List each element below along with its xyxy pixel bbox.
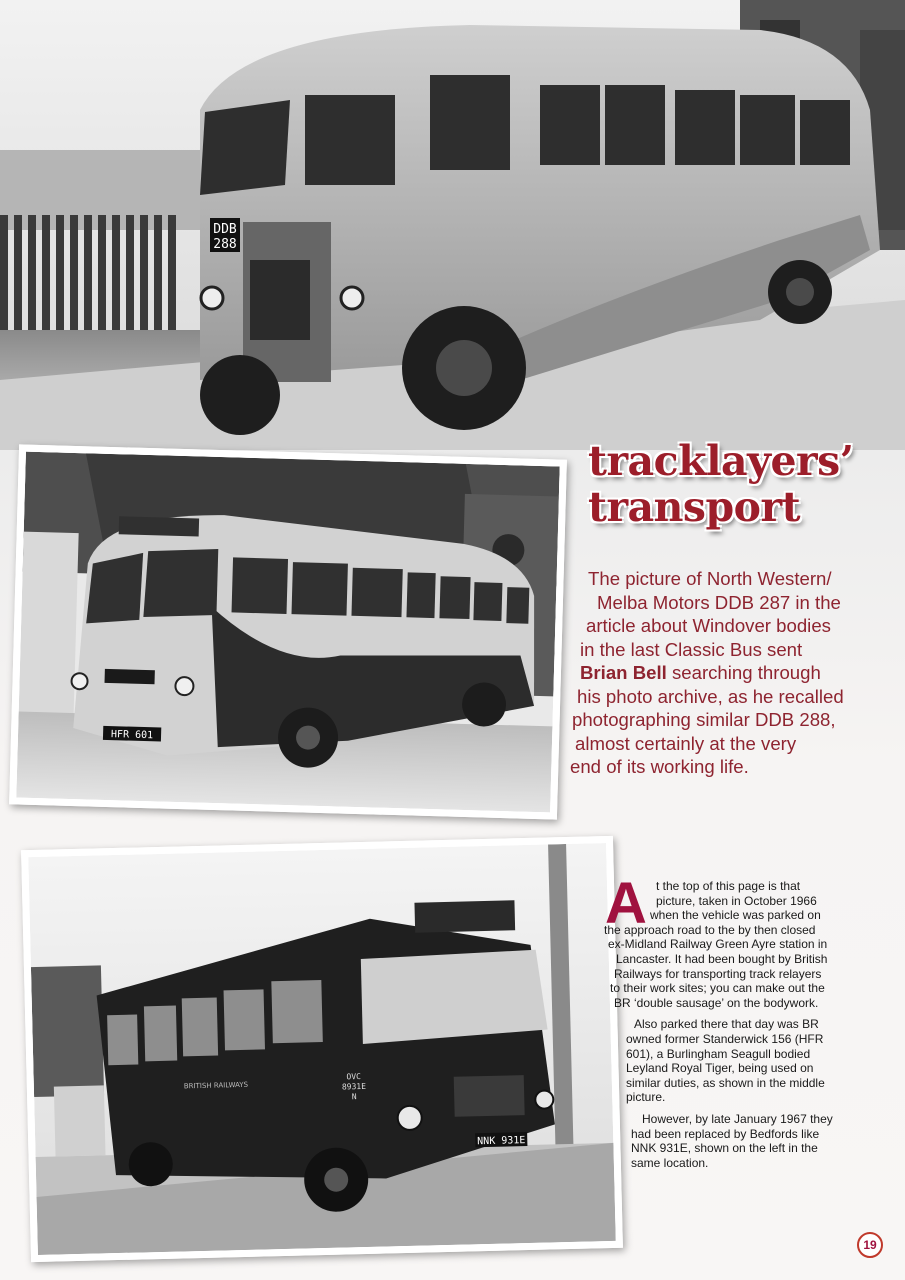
body-line: ex-Midland Railway Green Ayre station in <box>608 937 828 952</box>
intro-line: photographing similar DDB 288, <box>572 709 836 730</box>
body-line: owned former Standerwick 156 (HFR <box>626 1031 824 1046</box>
photo-ddb-288 <box>0 0 905 450</box>
body-line: Railways for transporting track relayers <box>614 966 822 981</box>
mid-plate: HFR 601 <box>110 729 154 742</box>
article-intro <box>566 567 896 779</box>
body-line: when the vehicle was parked on <box>650 908 821 923</box>
intro-line: article about Windover bodies <box>586 615 831 636</box>
photo-nnk-931e-image <box>28 843 616 1255</box>
author-name: Brian Bell <box>580 662 667 683</box>
body-line: t the top of this page is that <box>656 879 801 893</box>
bot-side-text: OVC <box>346 1072 362 1082</box>
body-line: picture, taken in October 1966 <box>656 893 817 908</box>
headline-line-1: tracklayers’ <box>588 437 854 485</box>
body-line: However, by late January 1967 they <box>642 1111 833 1126</box>
body-line: to their work sites; you can make out the <box>610 981 825 996</box>
body-line: the approach road to the by then closed <box>604 922 816 937</box>
body-line: Also parked there that day was BR <box>634 1017 819 1032</box>
body-line: had been replaced by Bedfords like <box>631 1126 820 1141</box>
body-line: similar duties, as shown in the middle <box>626 1075 825 1090</box>
body-line: 601), a Burlingham Seagull bodied <box>626 1046 811 1061</box>
intro-line: in the last Classic Bus sent <box>580 638 803 660</box>
intro-line: his photo archive, as he recalled <box>577 685 844 707</box>
body-line: BR ‘double sausage’ on the bodywork. <box>614 995 819 1010</box>
bot-plate: NNK 931E <box>477 1135 526 1148</box>
intro-line: end of its working life. <box>570 756 749 777</box>
bot-side-text3: N <box>351 1092 357 1102</box>
photo-nnk-931e <box>21 836 623 1262</box>
top-plate-line1: DDB <box>213 222 237 237</box>
article-headline <box>588 438 888 530</box>
body-line: NNK 931E, shown on the left in the <box>631 1141 818 1156</box>
body-line: picture. <box>626 1090 666 1105</box>
page-number: 19 <box>857 1232 883 1258</box>
body-line: Lancaster. It had been bought by British <box>616 951 828 966</box>
article-body <box>604 879 874 1170</box>
headline-line-2: transport <box>588 483 801 531</box>
top-plate-line2: 288 <box>213 237 237 252</box>
intro-line: The picture of North Western/ <box>588 568 832 589</box>
photo-ddb-288-image <box>0 0 905 450</box>
bot-side-text2: 8931E <box>341 1081 367 1092</box>
intro-line: Melba Motors DDB 287 in the <box>597 591 841 613</box>
intro-line: almost certainly at the very <box>575 732 797 754</box>
body-line: same location. <box>631 1155 709 1170</box>
intro-author-rest: searching through <box>666 662 821 683</box>
body-line: Leyland Royal Tiger, being used on <box>626 1061 814 1076</box>
photo-hfr-601 <box>9 444 567 819</box>
drop-cap: A <box>605 871 647 936</box>
bot-livery: BRITISH RAILWAYS <box>183 1080 249 1091</box>
intro-line-author <box>566 661 896 685</box>
photo-hfr-601-image <box>16 452 559 813</box>
